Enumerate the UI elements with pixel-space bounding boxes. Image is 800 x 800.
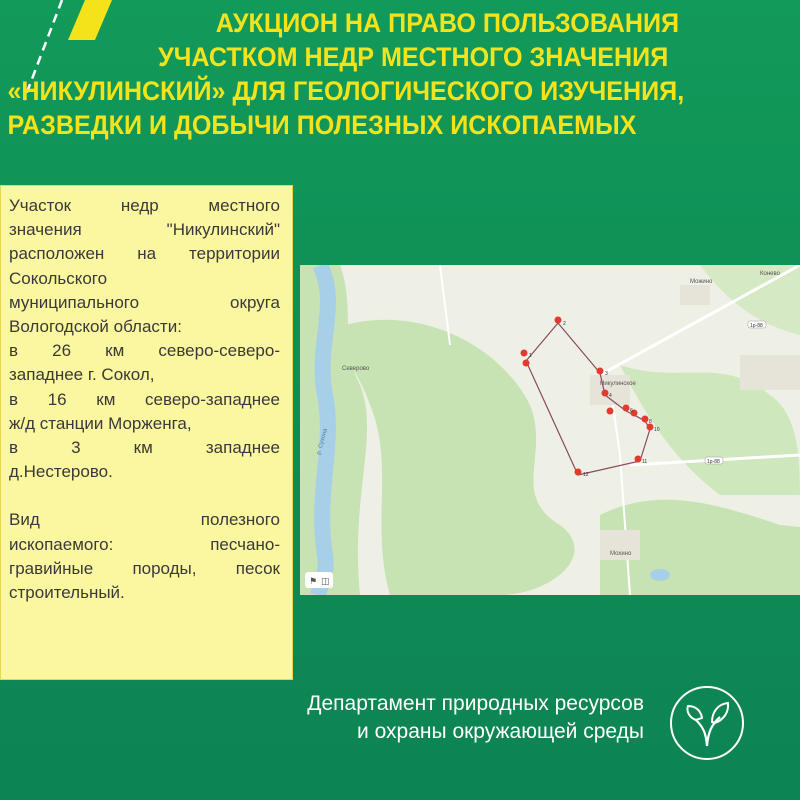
- footer-line-1: Департамент природных ресурсов: [307, 692, 644, 715]
- info-line: гравийные породы, песок: [9, 558, 280, 578]
- info-line: расположен на территории: [9, 244, 280, 264]
- department-name: [200, 690, 644, 746]
- river-label: р. Сухона: [316, 427, 329, 456]
- point-label: 8: [649, 419, 652, 425]
- title-line-3: «НИКУЛИНСКИЙ» ДЛЯ ГЕОЛОГИЧЕСКОГО ИЗУЧЕНИЯ,: [7, 76, 685, 106]
- photo-icon[interactable]: ◫: [321, 577, 330, 587]
- info-line: Вологодской области:: [9, 317, 182, 337]
- place-severovo: Северово: [342, 366, 370, 372]
- title-line-1: АУКЦИОН НА ПРАВО ПОЛЬЗОВАНИЯ: [215, 8, 680, 38]
- point-label: 1: [529, 353, 532, 359]
- info-line: западнее г. Сокол,: [9, 365, 155, 385]
- point-label: 11: [642, 459, 648, 465]
- place-mozhino: Можино: [690, 279, 713, 285]
- map-canvas: [300, 265, 800, 595]
- place-nikulinskoe: Никулинское: [600, 381, 636, 387]
- info-line: Вид полезного: [9, 510, 280, 530]
- place-konevo: Конево: [760, 271, 780, 277]
- sprout-icon: [668, 684, 746, 762]
- page-title: [0, 6, 744, 142]
- point-label: 2: [563, 321, 566, 327]
- title-line-4: РАЗВЕДКИ И ДОБЫЧИ ПОЛЕЗНЫХ ИСКОПАЕМЫХ: [7, 110, 637, 140]
- info-line: строительный.: [9, 583, 125, 603]
- info-line: в 26 км северо-северо-: [9, 341, 280, 361]
- point-label: 4: [609, 393, 612, 399]
- site-map[interactable]: [300, 265, 800, 595]
- route-badge-2: 1р-88: [707, 459, 720, 465]
- info-line: ж/д станции Морженга,: [9, 413, 192, 433]
- point-label: 6: [630, 408, 633, 414]
- info-line: д.Нестерово.: [9, 462, 113, 482]
- footer-line-2: и охраны окружающей среды: [357, 720, 644, 743]
- info-line: муниципального округа: [9, 292, 280, 312]
- info-line: ископаемого: песчано-: [9, 534, 280, 554]
- point-label: 10: [654, 427, 660, 433]
- location-description: [9, 194, 280, 484]
- point-label: 12: [583, 472, 589, 478]
- info-line: Участок недр местного: [9, 196, 280, 215]
- place-mokhino: Мохино: [610, 551, 632, 557]
- info-line: Сокольского: [9, 268, 108, 288]
- info-line: в 3 км западнее: [9, 438, 280, 458]
- info-box: [0, 185, 293, 680]
- title-line-2: УЧАСТКОМ НЕДР МЕСТНОГО ЗНАЧЕНИЯ: [158, 42, 669, 72]
- point-label: 3: [605, 371, 608, 377]
- bookmark-icon[interactable]: ⚑: [309, 577, 318, 587]
- info-line: в 16 км северо-западнее: [9, 389, 280, 409]
- info-line: значения "Никулинский": [9, 220, 280, 240]
- mineral-description: [9, 508, 280, 605]
- route-badge-1: 1р-88: [750, 323, 763, 329]
